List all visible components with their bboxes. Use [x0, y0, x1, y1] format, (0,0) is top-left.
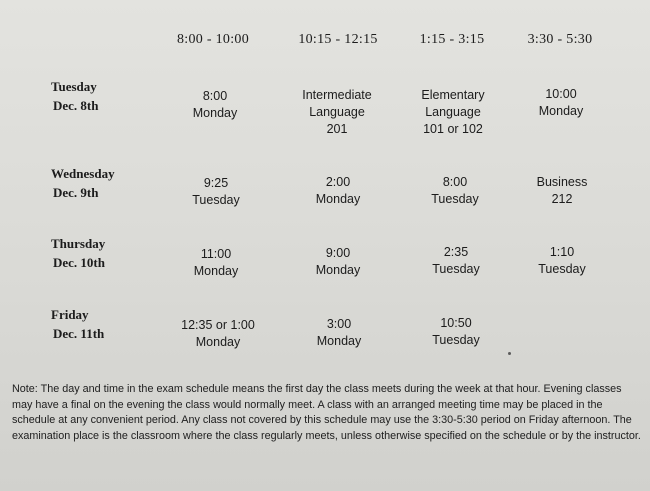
cell-line: Monday: [538, 104, 584, 118]
cell-line: 12:35 or 1:00: [181, 318, 255, 332]
cell-line: Monday: [315, 263, 361, 277]
cell-line: Language: [425, 105, 481, 119]
cell-line: Tuesday: [432, 262, 480, 276]
schedule-cell: [497, 174, 627, 208]
cell-line: 201: [326, 122, 348, 136]
cell-line: 2:35: [443, 245, 469, 259]
day-date: Dec. 8th: [53, 98, 99, 113]
cell-line: Tuesday: [192, 193, 240, 207]
schedule-cell: [497, 244, 627, 278]
cell-line: Tuesday: [431, 192, 479, 206]
cell-line: 101 or 102: [423, 122, 483, 136]
schedule-note: Note: The day and time in the exam schedule means the first day the class meets during the week at that hour. Evening classes may have a final on the evening the class would normally meet. A class with an arranged meeting time may be placed in the schedule at any convenient period. Any class not covered by this schedule may use the 3:30-5:30 period on Friday afternoon. The examination place is the classroom where the class regularly meets, unless otherwise specified on the schedule or by the instructor.: [12, 383, 641, 442]
cell-line: Tuesday: [538, 262, 586, 276]
cell-line: Business: [536, 175, 588, 189]
row-day-label: [51, 77, 99, 115]
cell-line: Monday: [315, 192, 361, 206]
cell-line: Monday: [195, 335, 241, 349]
schedule-cell: [272, 87, 402, 138]
paper-speck: [508, 352, 511, 355]
schedule-cell: [274, 316, 404, 350]
row-day-label: [51, 164, 115, 202]
cell-line: Language: [309, 105, 365, 119]
schedule-cell: [391, 315, 521, 349]
schedule-cell: [496, 86, 626, 120]
row-day-label: [51, 234, 105, 272]
schedule-cell: [273, 174, 403, 208]
cell-line: 3:00: [326, 317, 352, 331]
cell-line: Intermediate: [302, 88, 372, 102]
time-slot-header: 3:30 - 5:30: [527, 32, 593, 47]
schedule-cell: [150, 88, 280, 122]
row-day-label: [51, 305, 104, 343]
day-date: Dec. 9th: [53, 185, 99, 200]
cell-line: 9:00: [325, 246, 351, 260]
cell-line: Elementary: [421, 88, 485, 102]
cell-line: 9:25: [203, 176, 229, 190]
day-name: Friday: [51, 307, 89, 322]
time-slot-header: 8:00 - 10:00: [176, 32, 250, 47]
cell-line: Tuesday: [432, 333, 480, 347]
day-date: Dec. 10th: [53, 255, 105, 270]
schedule-cell: [273, 245, 403, 279]
schedule-cell: [151, 175, 281, 209]
day-date: Dec. 11th: [53, 326, 105, 341]
day-name: Thursday: [51, 236, 106, 251]
cell-line: Monday: [316, 334, 362, 348]
time-slot-header: 1:15 - 3:15: [419, 32, 485, 47]
day-name: Wednesday: [51, 166, 115, 181]
cell-line: 8:00: [442, 175, 468, 189]
schedule-cell: [153, 317, 283, 351]
schedule-cell: [151, 246, 281, 280]
cell-line: 1:10: [549, 245, 575, 259]
cell-line: 11:00: [200, 247, 232, 261]
day-name: Tuesday: [51, 79, 97, 94]
cell-line: 10:50: [440, 316, 472, 330]
cell-line: Monday: [192, 106, 238, 120]
cell-line: 2:00: [325, 175, 351, 189]
cell-line: 8:00: [202, 89, 228, 103]
time-slot-header: 10:15 - 12:15: [298, 32, 378, 47]
cell-line: 212: [551, 192, 573, 206]
cell-line: Monday: [193, 264, 239, 278]
cell-line: 10:00: [545, 87, 577, 101]
